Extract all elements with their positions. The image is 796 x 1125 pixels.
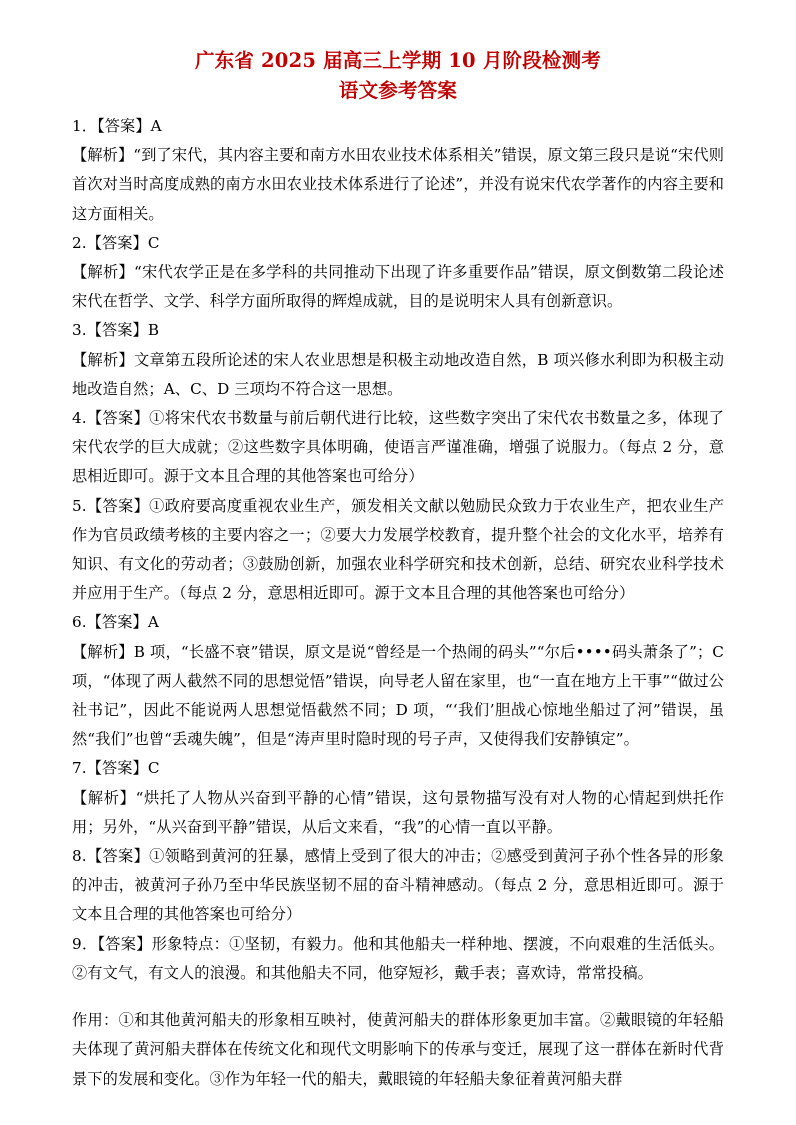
answer-paragraph: 7.【答案】C: [72, 759, 160, 778]
answer-paragraph: 【解析】文章第五段所论述的宋人农业思想是积极主动地改造自然，B 项兴修水利即为积极主动地改造自然；A、C、D 三项均不符合这一思想。: [72, 350, 724, 398]
page-title: 广东省 2025 届高三上学期 10 月阶段检测考: [194, 49, 602, 72]
answer-paragraph: 6.【答案】A: [72, 613, 159, 632]
paragraph-gap: [72, 988, 724, 1006]
page-subtitle: 语文参考答案: [338, 79, 458, 102]
answer-paragraph: 5.【答案】①政府要高度重视农业生产，颁发相关文献以勉励民众致力于农业生产，把农业生产作为官员政绩考核的主要内容之一；②要大力发展学校教育，提升整个社会的文化水平，培养有知识、有文化的劳动者；③鼓励创新，加强农业科学研究和技术创新，总结、研究农业科学技术并应用于生产。（每点 2 分，意思相近即可。源于文本且合理的其他答案也可给分）: [72, 496, 724, 603]
answer-paragraph: 【解析】“宋代农学正是在多学科的共同推动下出现了许多重要作品”错误，原文倒数第二段论述宋代在哲学、文学、科学方面所取得的辉煌成就，目的是说明宋人具有创新意识。: [72, 263, 724, 311]
answer-paragraph: 【解析】B 项，“长盛不衰”错误，原文是说“曾经是一个热闹的码头”“尔后••••码头萧条了”；C 项，“体现了两人截然不同的思想觉悟”错误，向导老人留在家里，也“一直在地方上干事”“做过公社书记”，因此不能说两人思想觉悟截然不同；D 项，“‘我们’胆战心惊地坐船过了河”错误，虽然“我们”也曾“丢魂失魄”，但是“涛声里时隐时现的号子声，又使得我们安静镇定”。: [72, 642, 724, 749]
answer-paragraph: 9．【答案】形象特点：①坚韧，有毅力。他和其他船夫一样种地、摆渡，不向艰难的生活低头。②有文气，有文人的浪漫。和其他船夫不同，他穿短衫，戴手表；喜欢诗，常常投稿。: [72, 934, 724, 982]
answer-paragraph: 【解析】“到了宋代，其内容主要和南方水田农业技术体系相关”错误，原文第三段只是说“宋代则首次对当时高度成熟的南方水田农业技术体系进行了论述”，并没有说宋代农学著作的内容主要和这方面相关。: [72, 146, 724, 223]
answer-paragraph: 【解析】“烘托了人物从兴奋到平静的心情”错误，这句景物描写没有对人物的心情起到烘托作用；另外，“从兴奋到平静”错误，从后文来看，“我”的心情一直以平静。: [72, 788, 724, 836]
answer-paragraph: 2.【答案】C: [72, 233, 160, 252]
answer-paragraph: 1．【答案】A: [72, 117, 162, 135]
answer-paragraph: 作用：①和其他黄河船夫的形象相互映衬，使黄河船夫的群体形象更加丰富。②戴眼镜的年轻船夫体现了黄河船夫群体在传统文化和现代文明影响下的传承与变迁，展现了这一群体在新时代背景下的发展和变化。③作为年轻一代的船夫，戴眼镜的年轻船夫象征着黄河船夫群: [72, 1011, 724, 1088]
answer-paragraph: 8.【答案】①领略到黄河的狂暴，感情上受到了很大的冲击；②感受到黄河子孙个性各异的形象的冲击，被黄河子孙乃至中华民族坚韧不屈的奋斗精神感动。（每点 2 分，意思相近即可。源于文本且合理的其他答案也可给分）: [72, 847, 724, 924]
answer-paragraph: 3.【答案】B: [72, 321, 160, 340]
answer-paragraph: 4.【答案】①将宋代农书数量与前后朝代进行比较，这些数字突出了宋代农书数量之多，体现了宋代农学的巨大成就；②这些数字具体明确，使语言严谨准确，增强了说服力。（每点 2 分，意思相近即可。源于文本且合理的其他答案也可给分）: [72, 409, 724, 486]
